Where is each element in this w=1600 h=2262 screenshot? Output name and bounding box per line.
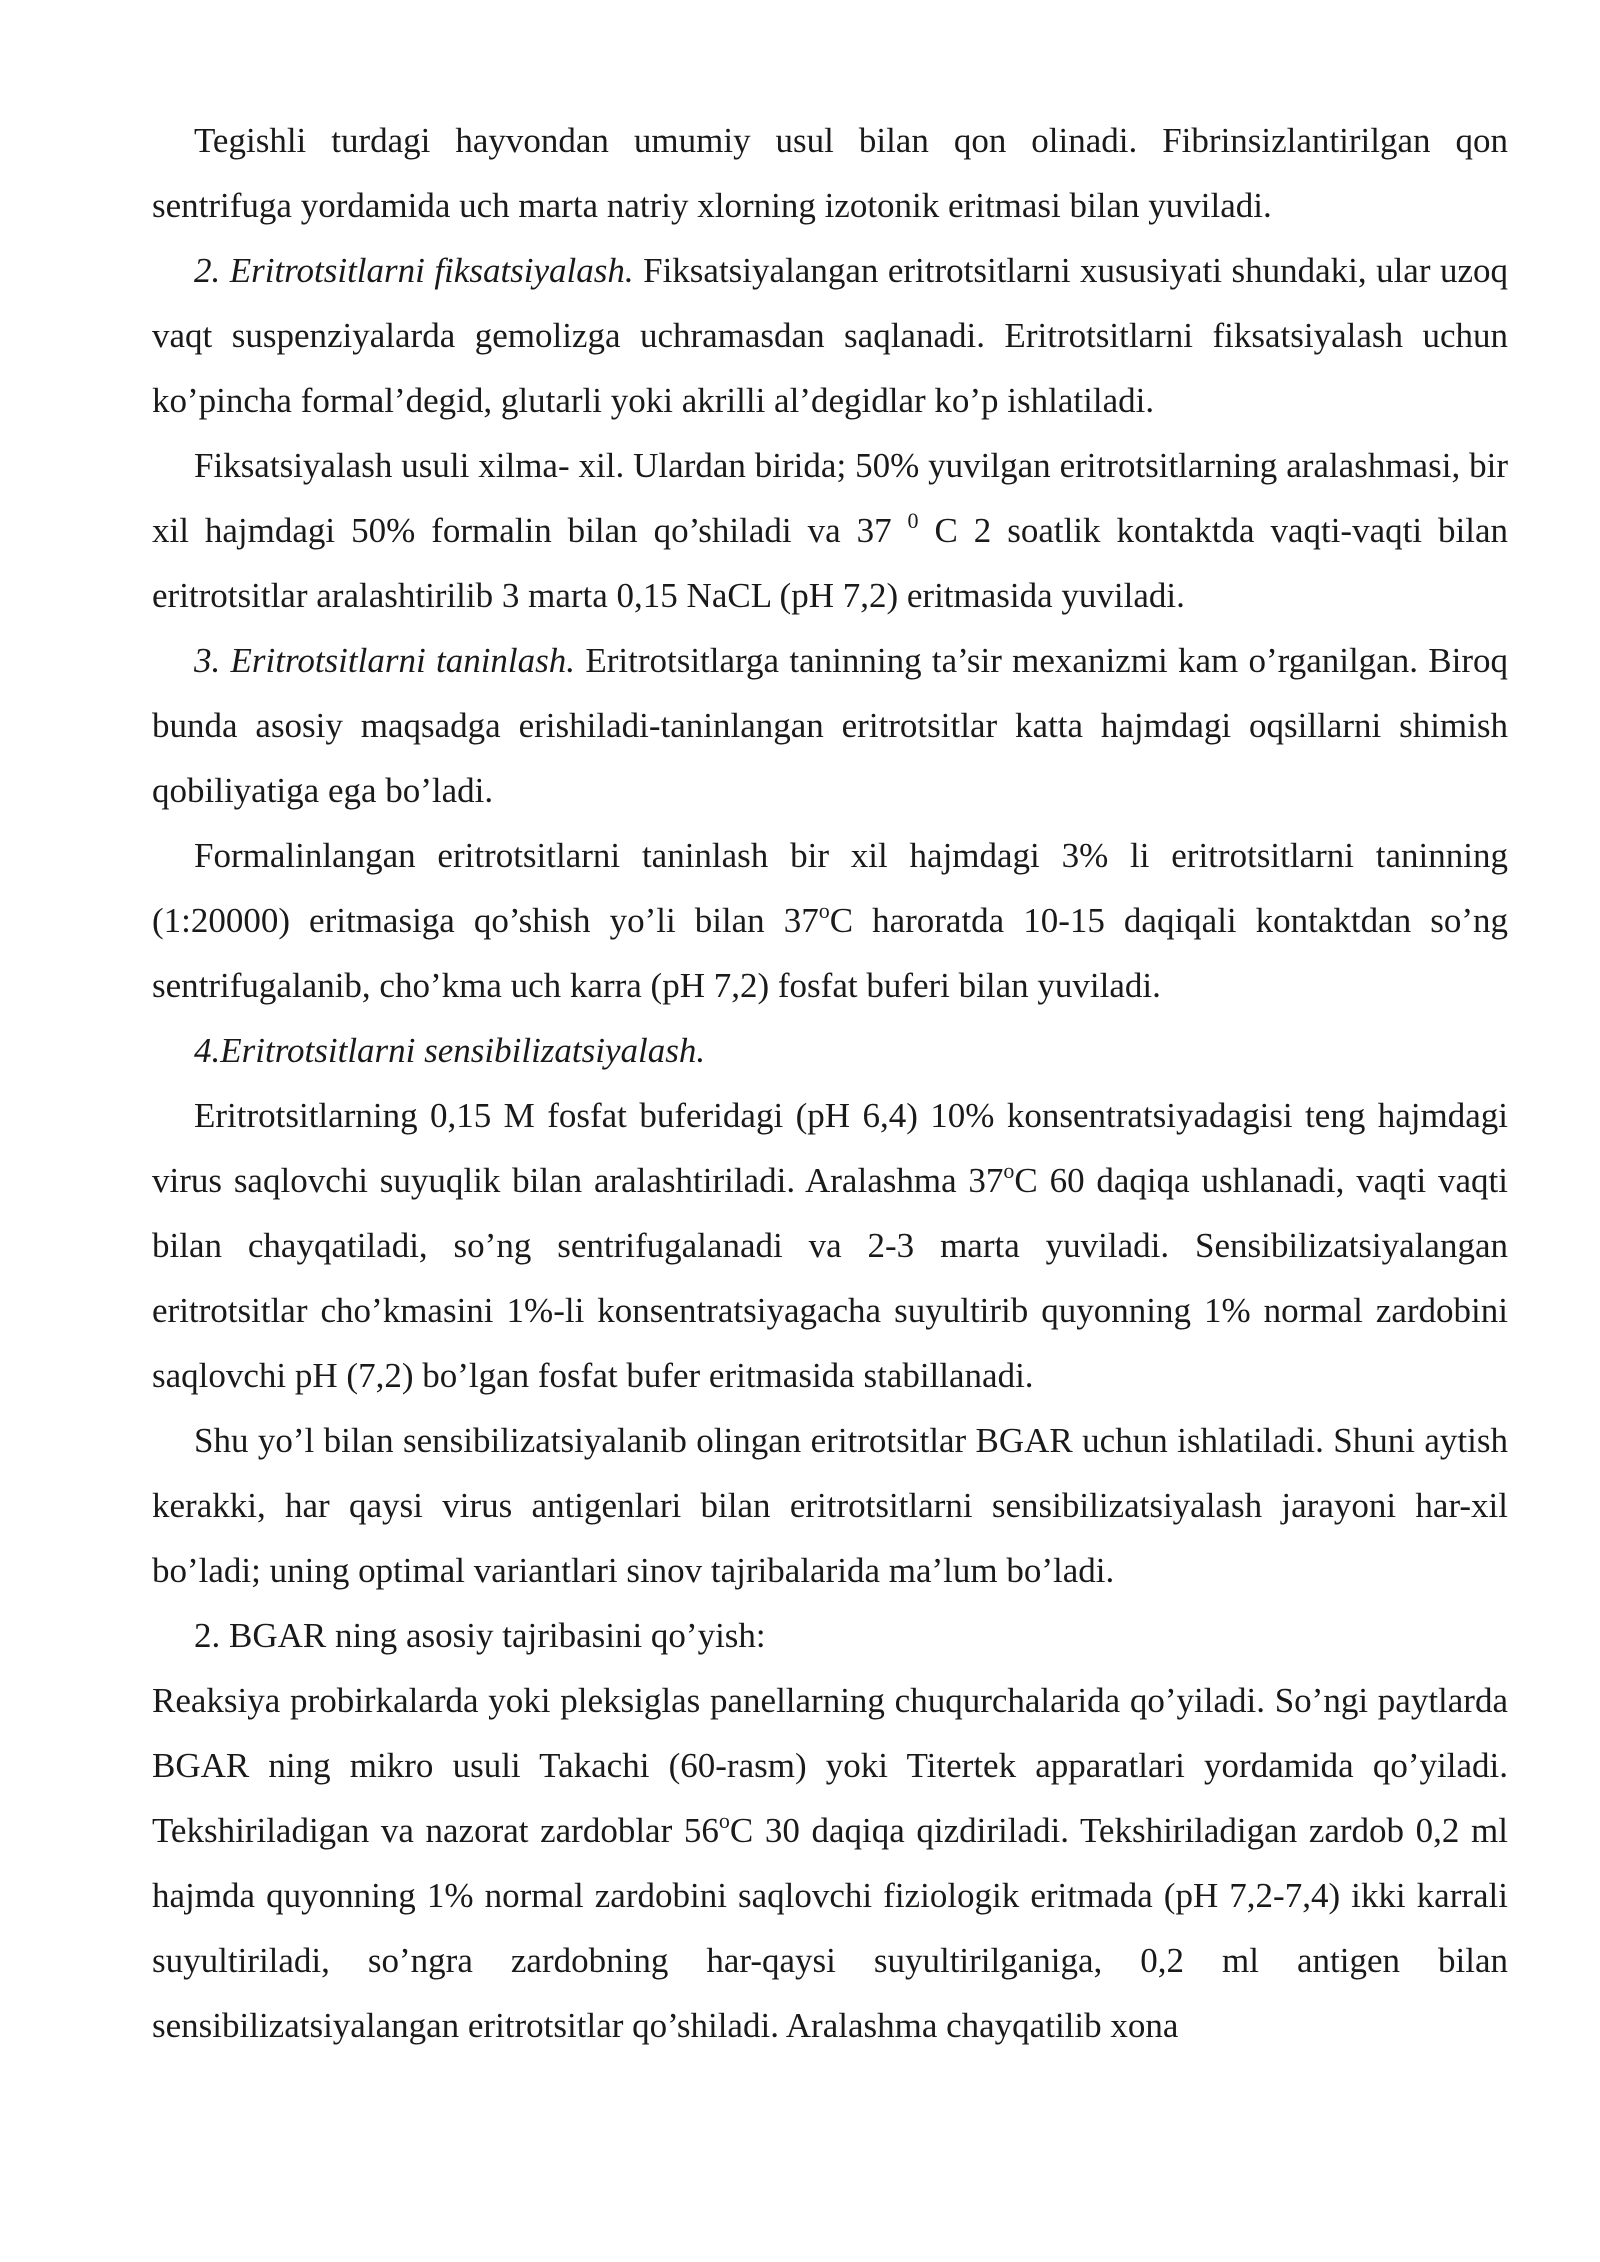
degree-superscript: o (1003, 1158, 1015, 1183)
paragraph-text: Fiksatsiyalangan eritrotsitlarni xususiyati shundaki, ular uzoq vaqt suspenziyalarda gemolizga uchramasdan saqlanadi. Eritrotsitlarni fiksatsiyalash uchun ko’pincha formal’degid, glutarli yoki akrilli al’degidlar ko’p ishlatiladi. (152, 251, 1508, 420)
paragraph-text: Fiksatsiyalash usuli xilma- xil. Ulardan birida; 50% yuvilgan eritrotsitlarning aralashmasi, bir xil hajmdagi 50% formalin bilan qo’shiladi va 37 (152, 446, 1508, 550)
paragraph-fixation (152, 238, 1508, 433)
paragraph-sensitization-method (152, 1083, 1508, 1408)
paragraph-bgar-procedure (152, 1668, 1508, 2058)
section-heading-bgar: 2. BGAR ning asosiy tajribasini qo’yish: (194, 1616, 766, 1655)
paragraph-sensitization-heading (152, 1018, 1508, 1083)
paragraph-text: Formalinlangan eritrotsitlarni taninlash bir xil hajmdagi 3% li eritrotsitlarni taninning (1:20000) eritmasiga qo’shish yo’li bilan 37 (152, 836, 1508, 940)
paragraph-text: C 60 daqiqa ushlanadi, vaqti vaqti bilan chayqatiladi, so’ng sentrifugalanadi va 2-3 marta yuviladi. Sensibilizatsiyalangan eritrotsitlar cho’kmasini 1%-li konsentratsiyagacha suyultirib quyonning 1% normal zardobini saqlovchi pH (7,2) bo’lgan fosfat bufer eritmasida stabillanadi. (152, 1161, 1508, 1395)
degree-superscript: 0 (907, 508, 919, 533)
paragraph-text: Shu yo’l bilan sensibilizatsiyalanib olingan eritrotsitlar BGAR uchun ishlatiladi. Shuni aytish kerakki, har qaysi virus antigenlari bilan eritrotsitlarni sensibilizatsiyalash jarayoni har-xil bo’ladi; uning optimal variantlari sinov tajribalarida ma’lum bo’ladi. (152, 1421, 1508, 1590)
paragraph-sensitization-use (152, 1408, 1508, 1603)
degree-superscript: o (818, 898, 830, 923)
paragraph-blood-collection (152, 108, 1508, 238)
paragraph-text: C 30 daqiqa qizdiriladi. Tekshiriladigan zardob 0,2 ml hajmda quyonning 1% normal zardobini saqlovchi fiziologik eritmada (pH 7,2-7,4) ikki karrali suyultiriladi, so’ngra zardobning har-qaysi suyultirilganiga, 0,2 ml antigen bilan sensibilizatsiyalangan eritrotsitlar qo’shiladi. Aralashma chayqatilib xona (152, 1811, 1508, 2045)
document-page (152, 108, 1508, 2058)
paragraph-text: Tegishli turdagi hayvondan umumiy usul bilan qon olinadi. Fibrinsizlantirilgan qon sentrifuga yordamida uch marta natriy xlorning izotonik eritmasi bilan yuviladi. (152, 121, 1508, 225)
section-heading-sensitization: 4.Eritrotsitlarni sensibilizatsiyalash. (194, 1031, 706, 1070)
paragraph-text: Reaksiya probirkalarda yoki pleksiglas panellarning chuqurchalarida qo’yiladi. So’ngi paytlarda BGAR ning mikro usuli Takachi (60-rasm) yoki Titertek apparatlari yordamida qo’yiladi. Tekshiriladigan va nazorat zardoblar 56 (152, 1681, 1508, 1850)
paragraph-tanning-method (152, 823, 1508, 1018)
paragraph-tanning (152, 628, 1508, 823)
paragraph-fixation-method (152, 433, 1508, 628)
degree-superscript: o (718, 1808, 730, 1833)
paragraph-text: C 2 soatlik kontaktda vaqti-vaqti bilan eritrotsitlar aralashtirilib 3 marta 0,15 NaCL (pH 7,2) eritmasida yuviladi. (152, 511, 1508, 615)
paragraph-bgar-heading (152, 1603, 1508, 1668)
paragraph-text: Eritrotsitlarning 0,15 M fosfat buferidagi (pH 6,4) 10% konsentratsiyadagisi teng hajmdagi virus saqlovchi suyuqlik bilan aralashtiriladi. Aralashma 37 (152, 1096, 1508, 1200)
paragraph-text: C haroratda 10-15 daqiqali kontaktdan so’ng sentrifugalanib, cho’kma uch karra (pH 7,2) fosfat buferi bilan yuviladi. (152, 901, 1508, 1005)
section-heading-fixation: 2. Eritrotsitlarni fiksatsiyalash. (194, 251, 634, 290)
paragraph-text: Eritrotsitlarga taninning ta’sir mexanizmi kam o’rganilgan. Biroq bunda asosiy maqsadga erishiladi-taninlangan eritrotsitlar katta hajmdagi oqsillarni shimish qobiliyatiga ega bo’ladi. (152, 641, 1508, 810)
section-heading-tanning: 3. Eritrotsitlarni taninlash. (194, 641, 576, 680)
